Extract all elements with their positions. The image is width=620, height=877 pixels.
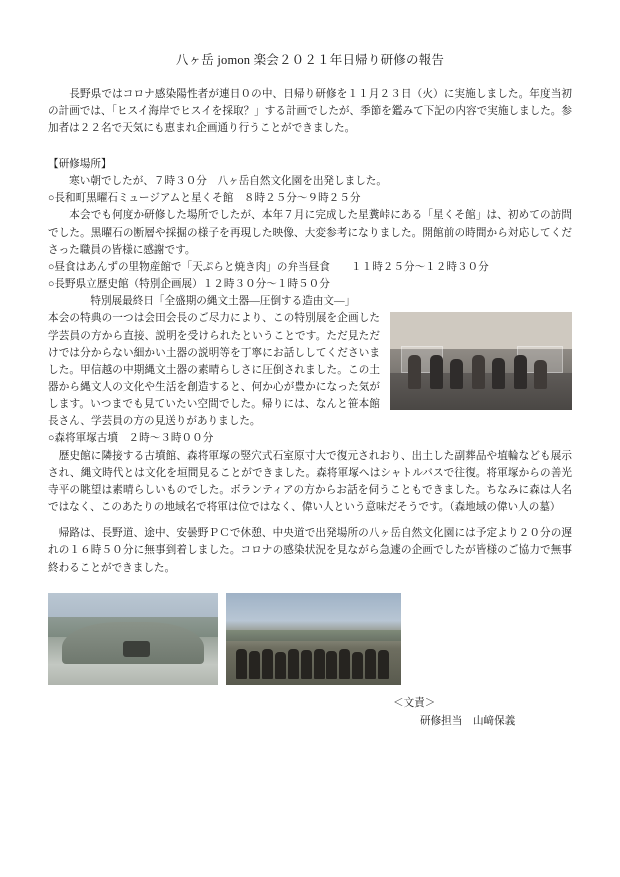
photo-kofun-mound bbox=[48, 593, 218, 685]
paragraph-kofun: 歴史館に隣接する古墳館、森将軍塚の竪穴式石室原寸大で復元されおり、出土した副葬品や埴輪なども展示され、縄文時代とは文化を垣間見ることができました。森将軍塚へはシャトルバスで往復。将軍塚からの善光寺平の眺望は素晴らしいものでした。ボランティアの方からお話を伺うこともできました。ちなみに森は人名ではなく、このあたりの地域名で将軍は位ではなく、偉い人という意味だそうです。（森地域の偉い人の墓） bbox=[48, 450, 572, 514]
person-icon bbox=[534, 360, 547, 389]
photo-kofun-content bbox=[48, 593, 218, 685]
person-icon bbox=[472, 355, 485, 389]
schedule-line-kofun: ○森将軍塚古墳 ２時～３時００分 bbox=[48, 433, 214, 445]
person-icon bbox=[249, 651, 260, 679]
person-icon bbox=[236, 649, 247, 679]
paragraph-obsidian-museum: 本会でも何度か研修した場所でしたが、本年７月に完成した星糞峠にある「星くそ館」は、初めての訪問でした。黒曜石の断層や採掘の様子を再現した映像、大変参考になりました。開館前の時間から対応してくださった職員の皆様に感謝です。 bbox=[48, 210, 572, 256]
intro-paragraph: 長野県ではコロナ感染陽性者が連日０の中、日帰り研修を１１月２３日（火）に実施しました。年度当初の計画では、「ヒスイ海岸でヒスイを採取？」する計画でしたが、季節を鑑みて下記の内容で実施しました。参加者は２２名で天気にも恵まれ企画通り行うことができました。 bbox=[48, 88, 572, 134]
group-figures bbox=[233, 631, 394, 679]
photo-museum-container bbox=[390, 312, 572, 410]
person-icon bbox=[492, 358, 505, 389]
schedule-line-special-exhibition: 特別展最終日「全盛期の縄文土器―圧倒する造由文―」 bbox=[69, 296, 356, 308]
photo-museum-interior bbox=[390, 312, 572, 410]
person-icon bbox=[314, 649, 325, 679]
person-icon bbox=[288, 649, 299, 679]
page-title: 八ヶ岳 jomon 楽会２０２１年日帰り研修の報告 bbox=[175, 53, 445, 67]
photos-bottom-container bbox=[48, 593, 572, 685]
person-icon bbox=[326, 651, 337, 679]
person-icon bbox=[339, 649, 350, 679]
person-icon bbox=[352, 652, 363, 679]
schedule-line-lunch: ○昼食はあんずの里物産館で「天ぷらと焼き肉」の弁当昼食 １１時２５分～１２時３０分 bbox=[48, 261, 489, 273]
person-icon bbox=[408, 355, 421, 389]
paragraph-return-trip: 帰路は、長野道、途中、安曇野ＰＣで休憩、中央道で出発場所の八ヶ岳自然文化園には予定より２０分の遅れの１６時５０分に無事到着しました。コロナの感染状況を見ながら急遽の企画でしたが皆様のご協力で無事終わることができました。 bbox=[48, 528, 572, 574]
schedule-line-history-museum: ○長野県立歴史館（特別企画展）１２時３０分～１時５０分 bbox=[48, 279, 330, 291]
person-icon bbox=[450, 359, 463, 389]
schedule-line-obsidian-museum: ○長和町黒曜石ミュージアムと星くそ館 ８時２５分～９時２５分 bbox=[48, 193, 361, 205]
person-icon bbox=[514, 355, 527, 389]
signature-block bbox=[48, 695, 572, 731]
visitor-figures bbox=[390, 342, 572, 389]
spacer bbox=[48, 516, 572, 525]
person-icon bbox=[365, 649, 376, 679]
stone-chamber-shape bbox=[123, 641, 150, 658]
photo-group-content bbox=[226, 593, 401, 685]
spacer bbox=[48, 137, 572, 146]
person-icon bbox=[430, 355, 443, 389]
schedule-line-departure: 寒い朝でしたが、７時３０分 八ヶ岳自然文化園を出発しました。 bbox=[58, 176, 387, 188]
signature-label: ＜文責＞ bbox=[393, 697, 436, 709]
section-heading-locations: 【研修場所】 bbox=[48, 158, 112, 170]
person-icon bbox=[301, 650, 312, 679]
person-icon bbox=[262, 649, 273, 679]
paragraph-special-exhibition: 本会の特典の一つは会田会長のご尽力により、この特別展を企画した学芸員の方から直接、説明を受けられたということです。ただ見ただけでは分からない細かい土器の説明等を丁寧にお話ししてくださいました。甲信越の中期縄文土器の素晴らしさに圧倒されました。この土器から縄文人の文化や生活を創造すると、何か心が豊かになった気がします。いつまでも見ていたい空間でした。帰りには、なんと笹本館長さん、学芸員の方の見送りがありました。 bbox=[48, 313, 380, 428]
photo-museum-content bbox=[390, 312, 572, 410]
photo-group-on-kofun bbox=[226, 593, 401, 685]
person-icon bbox=[275, 652, 286, 679]
signature-name: 研修担当 山﨑保義 bbox=[420, 715, 516, 727]
person-icon bbox=[378, 650, 389, 679]
